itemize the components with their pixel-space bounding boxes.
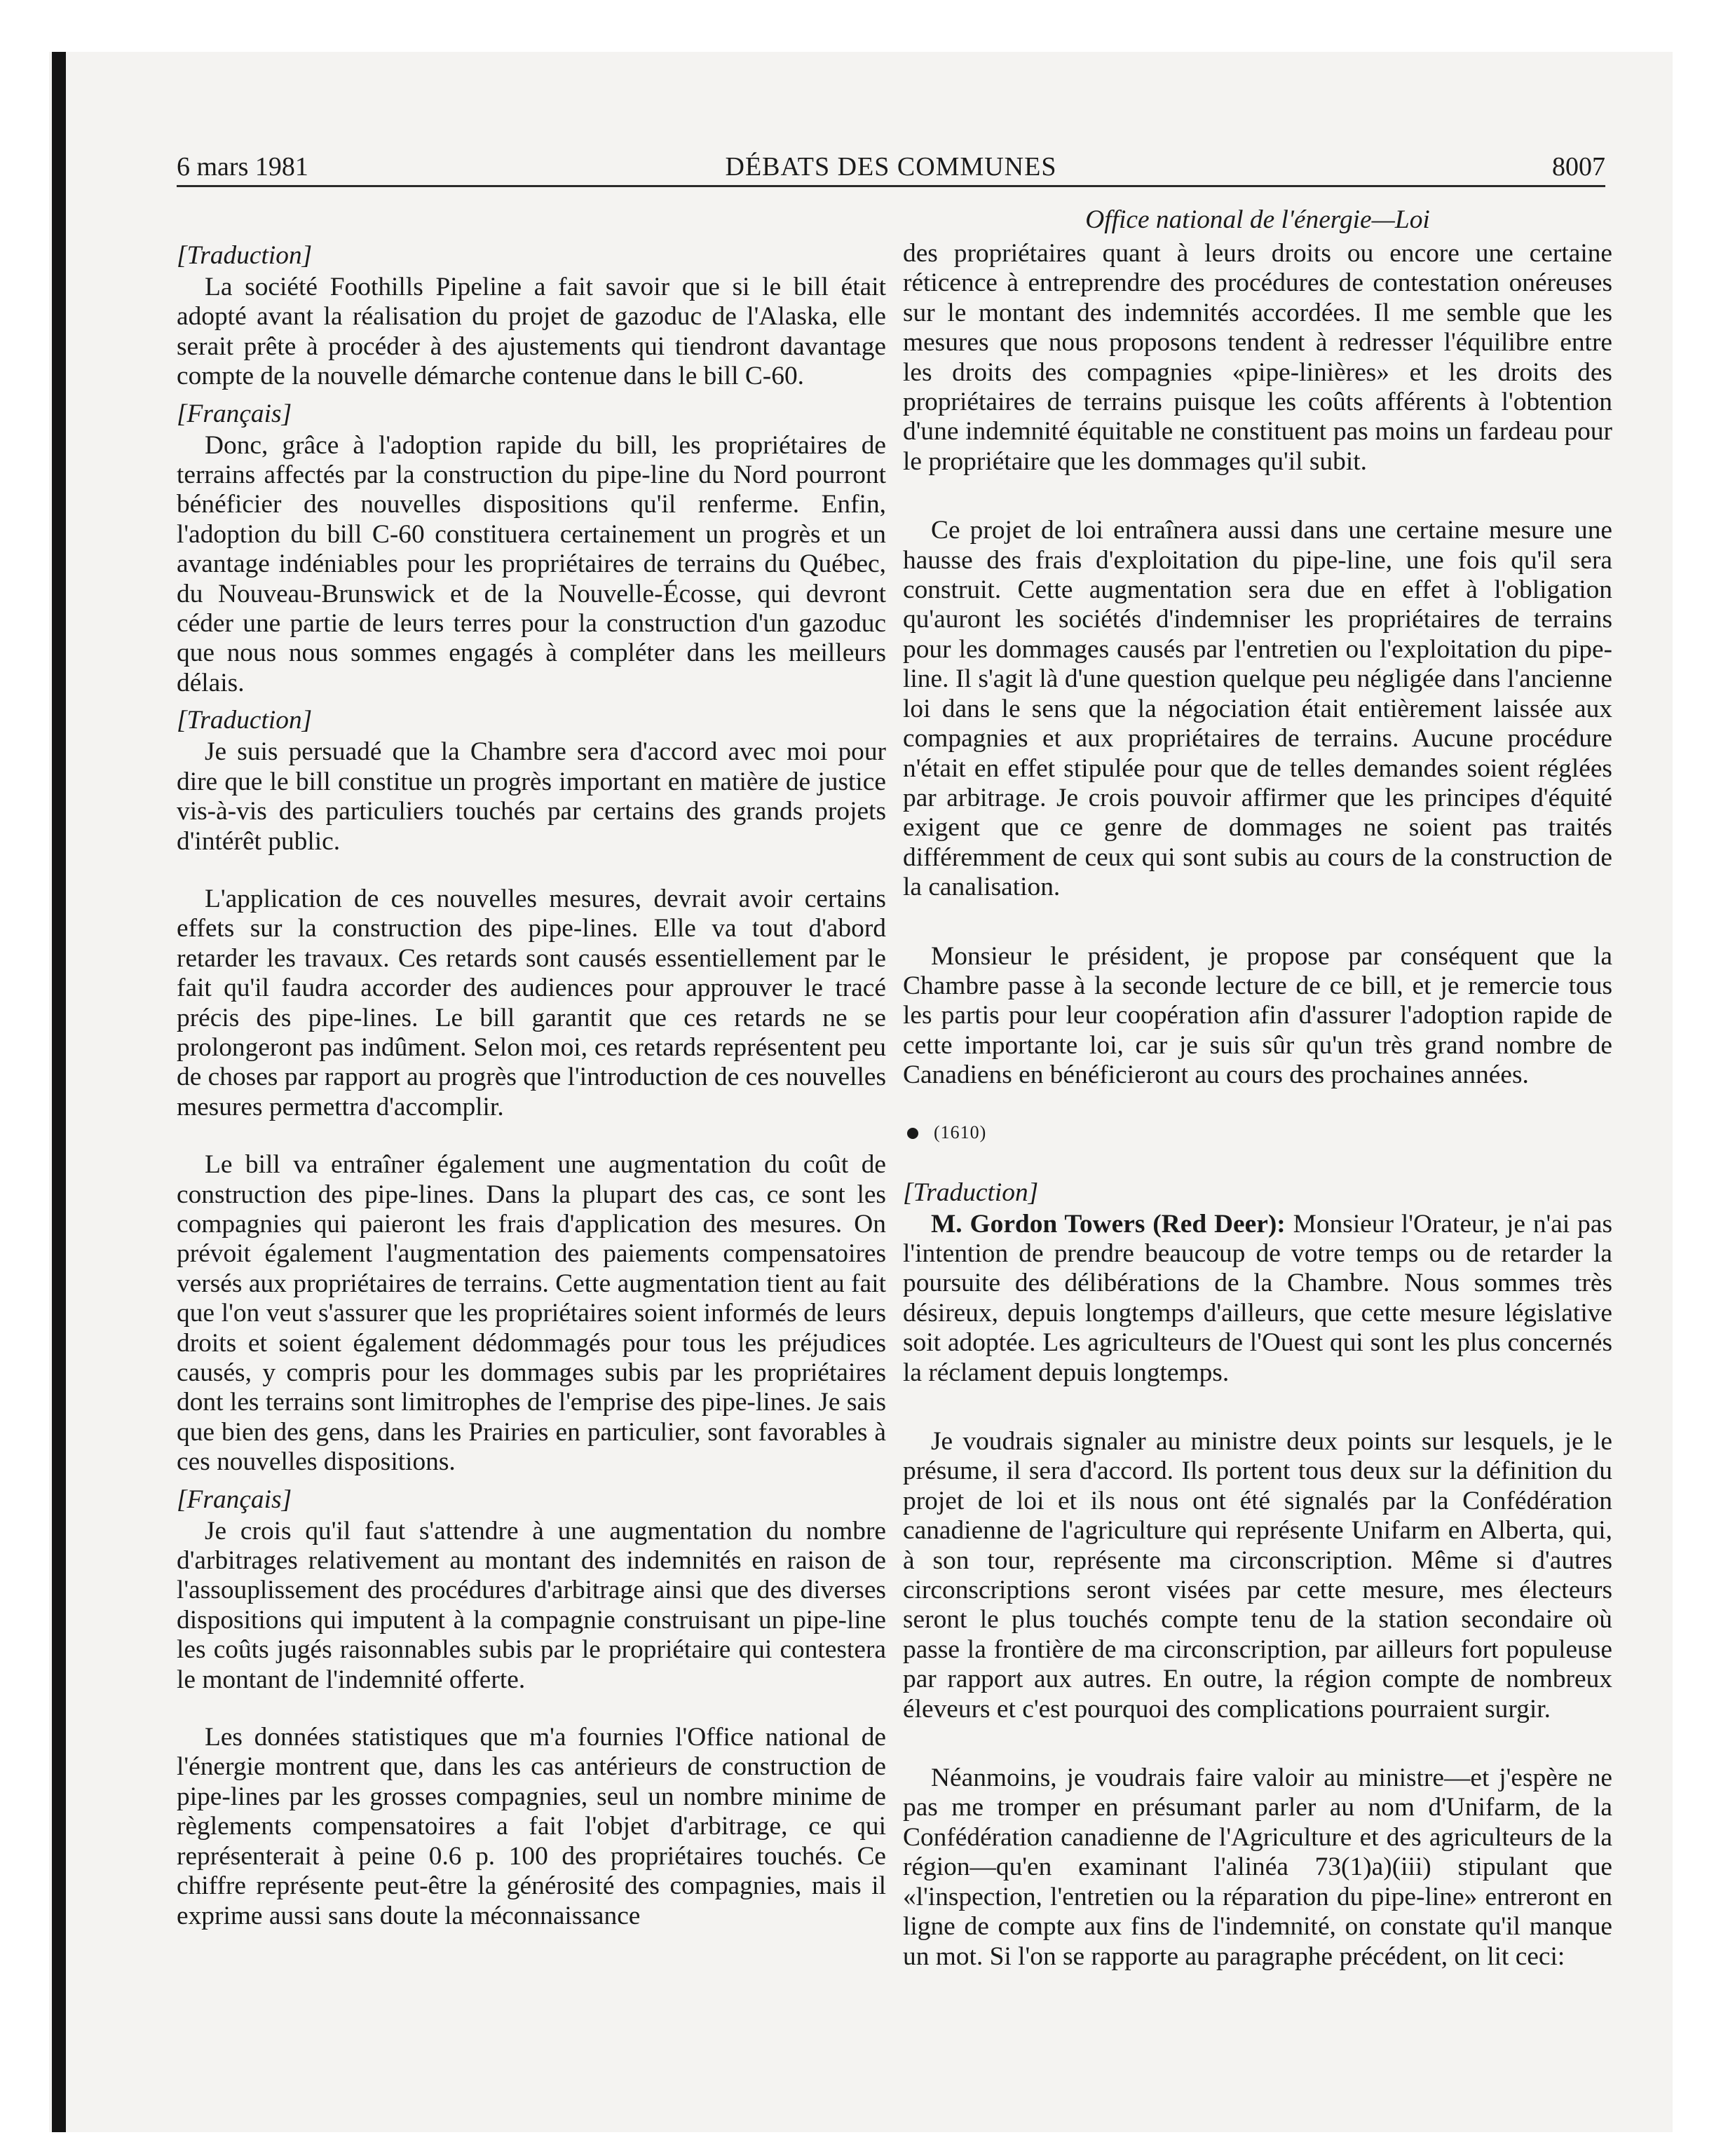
time-marker-text: (1610): [934, 1122, 987, 1143]
paragraph: Je crois qu'il faut s'attendre à une augmentation du nombre d'arbitrages relativement au montant des indemnités en raison de l'assouplissement des procédures d'arbitrage ainsi que des diverses dispositions qui imputent à la compagnie construisant un pipe-line les coûts jugés raisonnables subis par le propriétaire qui contestera le montant de l'indemnité offerte.: [177, 1516, 886, 1694]
header-title: DÉBATS DES COMMUNES: [725, 152, 1057, 182]
language-label: [Traduction]: [177, 241, 313, 270]
header-page-number: 8007: [1552, 152, 1605, 182]
left-column: [177, 239, 886, 1931]
paragraph: Monsieur le président, je propose par conséquent que la Chambre passe à la seconde lecture de ce bill, et je remercie tous les partis pour leur coopération afin d'assurer l'adoption rapide de cette importante loi, car je suis sûr qu'un très grand nombre de Canadiens en bénéficieront au cours des prochaines années.: [903, 941, 1612, 1090]
paragraph: Néanmoins, je voudrais faire valoir au ministre—et j'espère ne pas me tromper en présumant parler au nom d'Unifarm, de la Confédération canadienne de l'Agriculture et des agriculteurs de la région—qu'en examinant l'alinéa 73(1)a)(iii) stipulant que «l'inspection, l'entretien ou la réparation du pipe-line» entreront en ligne de compte aux fins de l'indemnité, on constate qu'il manque un mot. Si l'on se rapporte au paragraphe précédent, on lit ceci:: [903, 1763, 1612, 1971]
paragraph: Donc, grâce à l'adoption rapide du bill, les propriétaires de terrains affectés par la construction du pipe-line du Nord pourront bénéficier des nouvelles dispositions qu'il renferme. Enfin, l'adoption du bill C-60 constituera certainement un progrès et un avantage indéniables pour les propriétaires de terrains du Québec, du Nouveau-Brunswick et de la Nouvelle-Écosse, qui devront céder une partie de leurs terres pour la construction d'un gazoduc que nous nous sommes engagés à compléter dans les meilleurs délais.: [177, 430, 886, 697]
paragraph: Je voudrais signaler au ministre deux points sur lesquels, je le présume, il sera d'accord. Ils portent tous deux sur la définition du projet de loi et ils nous ont été signalés par la Confédération canadienne de l'agriculture qui représente Unifarm en Alberta, qui, à son tour, représente ma circonscription. Même si d'autres circonscriptions seront visées par cette mesure, mes électeurs seront le plus touchés compte tenu de la station secondaire où passe la frontière de ma circonscription, par ailleurs fort populeuse par rapport aux autres. En outre, la région compte de nombreux éleveurs et c'est pourquoi des complications pourraient surgir.: [903, 1427, 1612, 1724]
paragraph: Le bill va entraîner également une augmentation du coût de construction des pipe-lines. Dans la plupart des cas, ce sont les compagnies qui paieront les frais d'application des mesures. On prévoit également l'augmentation des paiements compensatoires versés aux propriétaires de terrains. Cette augmentation tient au fait que l'on veut s'assurer que les propriétaires soient informés de leurs droits et soient également dédommagés pour tous les préjudices causés, y compris pour les dommages subis par les propriétaires dont les terrains sont limitrophes de l'emprise des pipe-lines. Je sais que bien des gens, dans les Prairies en particulier, sont favorables à ces nouvelles dispositions.: [177, 1150, 886, 1477]
speaker-name: M. Gordon Towers (Red Deer):: [931, 1209, 1286, 1239]
header-date: 6 mars 1981: [177, 152, 308, 182]
paragraph: des propriétaires quant à leurs droits ou encore une certaine réticence à entreprendre des procédures de contestation onéreuses sur le montant des indemnités accordées. Il me semble que les mesures que nous proposons tendent à redresser l'équilibre entre les droits des compagnies «pipe-linières» et les droits des propriétaires de terrains puisque les coûts afférents à l'obtention d'une indemnité équitable ne constituent pas moins un fardeau pour le propriétaire que les dommages qu'il subit.: [903, 239, 1612, 476]
right-column: [903, 239, 1612, 1972]
language-label: [Français]: [177, 1485, 292, 1514]
bullet-icon: [907, 1128, 918, 1139]
speech-text: Monsieur l'Orateur, je n'ai pas l'intention de prendre beaucoup de votre temps ou de retarder la poursuite des délibérations de la Chambre. Nous sommes très désireux, depuis longtemps d'ailleurs, que cette mesure législative soit adoptée. Les agriculteurs de l'Ouest qui sont les plus concernés la réclament depuis longtemps.: [903, 1209, 1612, 1387]
language-label: [Traduction]: [903, 1178, 1039, 1207]
scan-edge-shadow: [52, 52, 66, 2132]
paragraph: La société Foothills Pipeline a fait savoir que si le bill était adopté avant la réalisation du projet de gazoduc de l'Alaska, elle serait prête à procéder à des ajustements qui tiendront davantage compte de la nouvelle démarche contenue dans le bill C-60.: [177, 273, 886, 391]
paragraph: Les données statistiques que m'a fournies l'Office national de l'énergie montrent que, dans les cas antérieurs de construction de pipe-lines par les grosses compagnies, seul un nombre minime de règlements compensatoires a fait l'objet d'arbitrage, ce qui représenterait à peine 0.6 p. 100 des propriétaires touchés. Ce chiffre représente peut-être la générosité des compagnies, mais il exprime aussi sans doute la méconnaissance: [177, 1723, 886, 1930]
language-label: [Traduction]: [177, 706, 313, 735]
language-label: [Français]: [177, 399, 292, 428]
paragraph: Je suis persuadé que la Chambre sera d'accord avec moi pour dire que le bill constitue un progrès important en matière de justice vis-à-vis des particuliers touchés par certains des grands projets d'intérêt public.: [177, 737, 886, 856]
time-marker: [903, 1119, 1612, 1148]
page-header: [177, 148, 1605, 186]
speech-paragraph: [903, 1210, 1612, 1388]
paragraph: Ce projet de loi entraînera aussi dans une certaine mesure une hausse des frais d'exploitation du pipe-line, une fois qu'il sera construit. Cette augmentation sera due en effet à l'obligation qu'auront les sociétés d'indemniser les propriétaires de terrains pour les dommages causés par l'entretien ou l'exploitation du pipe-line. Il s'agit là d'une question quelque peu négligée dans l'ancienne loi dans le sens que la négociation était entièrement laissée aux compagnies et aux propriétaires de terrains. Aucune procédure n'était en effet stipulée pour que de telles demandes soient réglées par arbitrage. Je crois pouvoir affirmer que les principes d'équité exigent que ce genre de dommages ne soient pas traités différemment de ceux qui sont subis au cours de la construction de la canalisation.: [903, 516, 1612, 902]
running-head: Office national de l'énergie—Loi: [1085, 205, 1430, 234]
header-rule: [177, 185, 1605, 187]
paragraph: L'application de ces nouvelles mesures, devrait avoir certains effets sur la construction des pipe-lines. Elle va tout d'abord retarder les travaux. Ces retards sont causés essentiellement par le fait qu'il faudra accorder des audiences pour approuver le tracé précis des pipe-lines. Le bill garantit que ces retards ne se prolongeront pas indûment. Selon moi, ces retards représentent peu de choses par rapport au progrès que l'introduction de ces nouvelles mesures permettra d'accomplir.: [177, 884, 886, 1121]
